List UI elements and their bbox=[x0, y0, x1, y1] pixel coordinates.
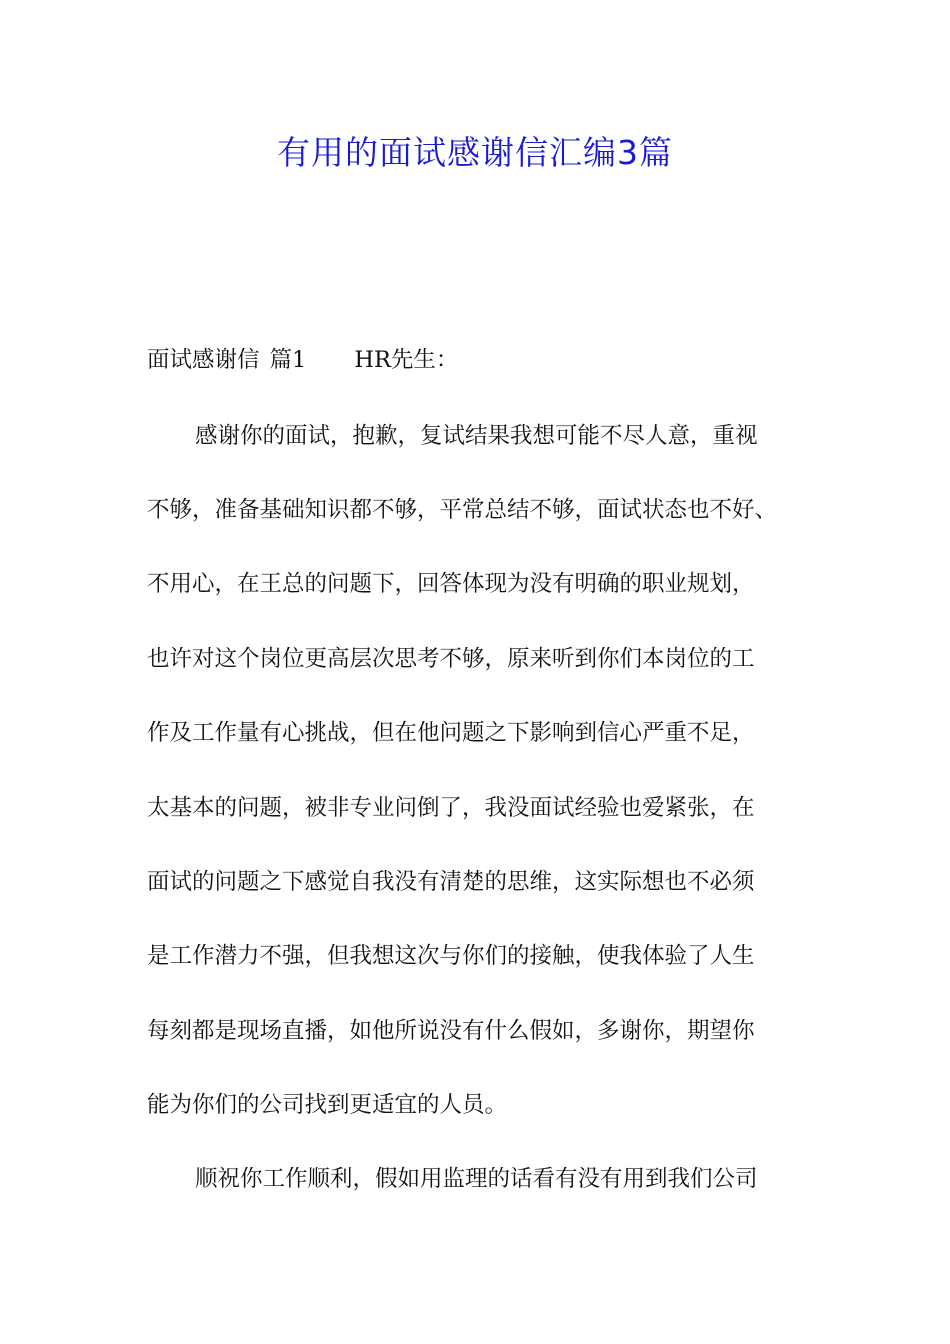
salutation: HR先生： bbox=[354, 347, 459, 373]
paragraph-line: 不够，准备基础知识都不够，平常总结不够，面试状态也不好、 bbox=[147, 497, 778, 523]
paragraph-line: 不用心，在王总的问题下，回答体现为没有明确的职业规划， bbox=[147, 571, 755, 597]
section-number: 篇1 bbox=[269, 347, 307, 373]
paragraph-line: 作及工作量有心挑战，但在他问题之下影响到信心严重不足， bbox=[147, 720, 755, 746]
document-title: 有用的面试感谢信汇编3篇 bbox=[277, 133, 673, 172]
paragraph-line: 也许对这个岗位更高层次思考不够，原来听到你们本岗位的工 bbox=[147, 646, 755, 672]
section-header bbox=[147, 345, 458, 375]
paragraph-line: 顺祝你工作顺利，假如用监理的话看有没有用到我们公司 bbox=[195, 1166, 758, 1192]
section-label: 面试感谢信 bbox=[147, 347, 260, 373]
paragraph-line: 是工作潜力不强，但我想这次与你们的接触，使我体验了人生 bbox=[147, 943, 755, 969]
paragraph-line: 能为你们的公司找到更适宜的人员。 bbox=[147, 1092, 508, 1118]
paragraph-line: 每刻都是现场直播，如他所说没有什么假如，多谢你，期望你 bbox=[147, 1018, 755, 1044]
paragraph-line: 太基本的问题，被非专业问倒了，我没面试经验也爱紧张，在 bbox=[147, 795, 755, 821]
paragraph-line: 感谢你的面试，抱歉，复试结果我想可能不尽人意，重视 bbox=[195, 423, 758, 449]
paragraph-line: 面试的问题之下感觉自我没有清楚的思维，这实际想也不必须 bbox=[147, 869, 755, 895]
